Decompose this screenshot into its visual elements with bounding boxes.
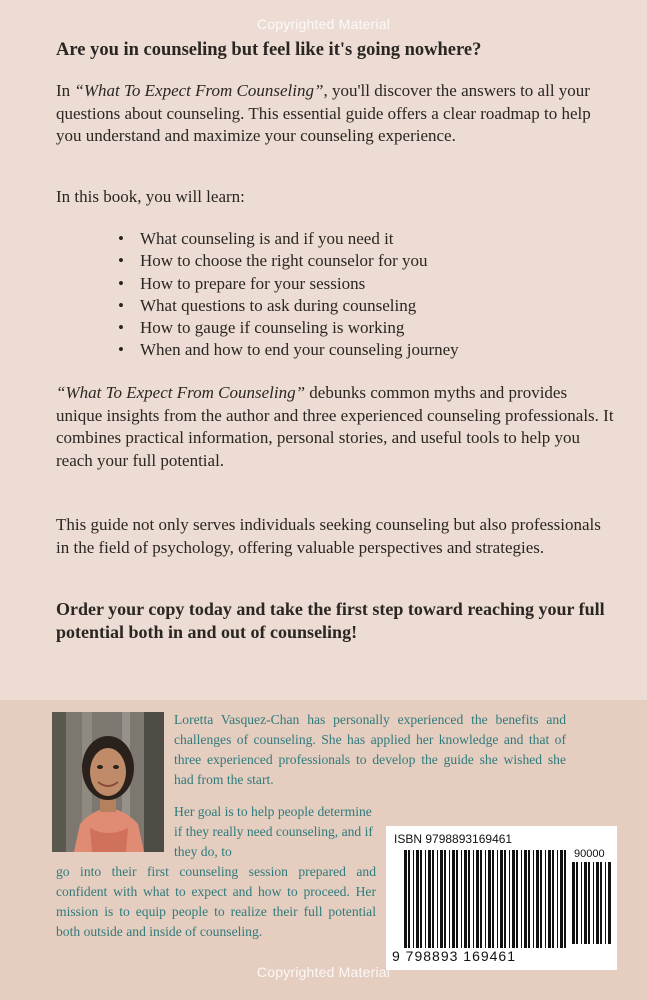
author-photo	[52, 712, 164, 852]
audience-paragraph: This guide not only serves individuals seeking counseling but also professionals in the field of psychology, offering valuable perspectives and strategies.	[56, 515, 601, 557]
list-item-text: What questions to ask during counseling	[140, 295, 417, 315]
description-paragraph	[56, 382, 616, 472]
description-rest: debunks common myths and provides unique insights from the author and three experienced counseling professionals. It combines practical information, personal stories, and useful tools to help you reach your full potential.	[56, 383, 614, 470]
watermark-top: Copyrighted Material	[256, 16, 391, 32]
list-item	[118, 228, 459, 250]
list-item-text: How to choose the right counselor for you	[140, 251, 428, 271]
isbn-label: ISBN 9798893169461	[394, 832, 513, 846]
list-item	[118, 339, 459, 361]
bullet-icon: •	[118, 251, 124, 271]
list-item	[118, 273, 459, 295]
author-bio-text: has personally experienced the benefits and challenges of counseling. She has applied her knowledge and that of three experienced professionals to develop the guide she wished she had from the start.	[174, 712, 567, 787]
list-item-text: How to gauge if counseling is working	[140, 318, 405, 338]
intro-prefix: In	[56, 81, 75, 100]
bullet-icon: •	[118, 340, 124, 360]
intro-paragraph	[56, 80, 616, 148]
author-name: Loretta Vasquez-Chan	[174, 712, 300, 727]
isbn-barcode	[386, 826, 617, 970]
learn-list	[118, 228, 459, 362]
list-item-text: What counseling is and if you need it	[140, 229, 394, 248]
author-goal-paragraph-start: Her goal is to help people determine if they really need counseling, and if they do, to	[174, 804, 373, 859]
list-item-text: How to prepare for your sessions	[140, 273, 366, 293]
headline: Are you in counseling but feel like it's going nowhere?	[56, 40, 482, 60]
learn-intro: In this book, you will learn:	[56, 187, 245, 206]
watermark-bottom: Copyrighted Material	[256, 964, 391, 980]
price-code: 90000	[574, 848, 605, 860]
bullet-icon: •	[118, 318, 124, 338]
author-bio-paragraph	[174, 710, 566, 790]
call-to-action: Order your copy today and take the first step toward reaching your full potential both in and out of counseling!	[56, 599, 605, 642]
description-book-title: “What To Expect From Counseling”	[56, 383, 306, 402]
bullet-icon: •	[118, 273, 124, 293]
bullet-icon: •	[118, 295, 124, 315]
bullet-icon: •	[118, 229, 124, 248]
list-item	[118, 250, 459, 272]
intro-book-title: “What To Expect From Counseling”	[74, 81, 324, 100]
intro-rest: , you'll discover the answers to all your questions about counseling. This essential guide offers a clear roadmap to help you understand and maximize your counseling experience.	[56, 81, 591, 145]
author-photo-illustration	[52, 712, 164, 852]
list-item	[118, 295, 459, 317]
author-goal-paragraph-end: go into their first counseling session prepared and confident with what to expect and how to proceed. Her mission is to equip people to realize their full potential both outside and inside of counseling.	[56, 864, 376, 939]
list-item-text: When and how to end your counseling journey	[140, 340, 459, 360]
list-item	[118, 317, 459, 339]
barcode-digits: 9 798893 169461	[392, 948, 516, 964]
